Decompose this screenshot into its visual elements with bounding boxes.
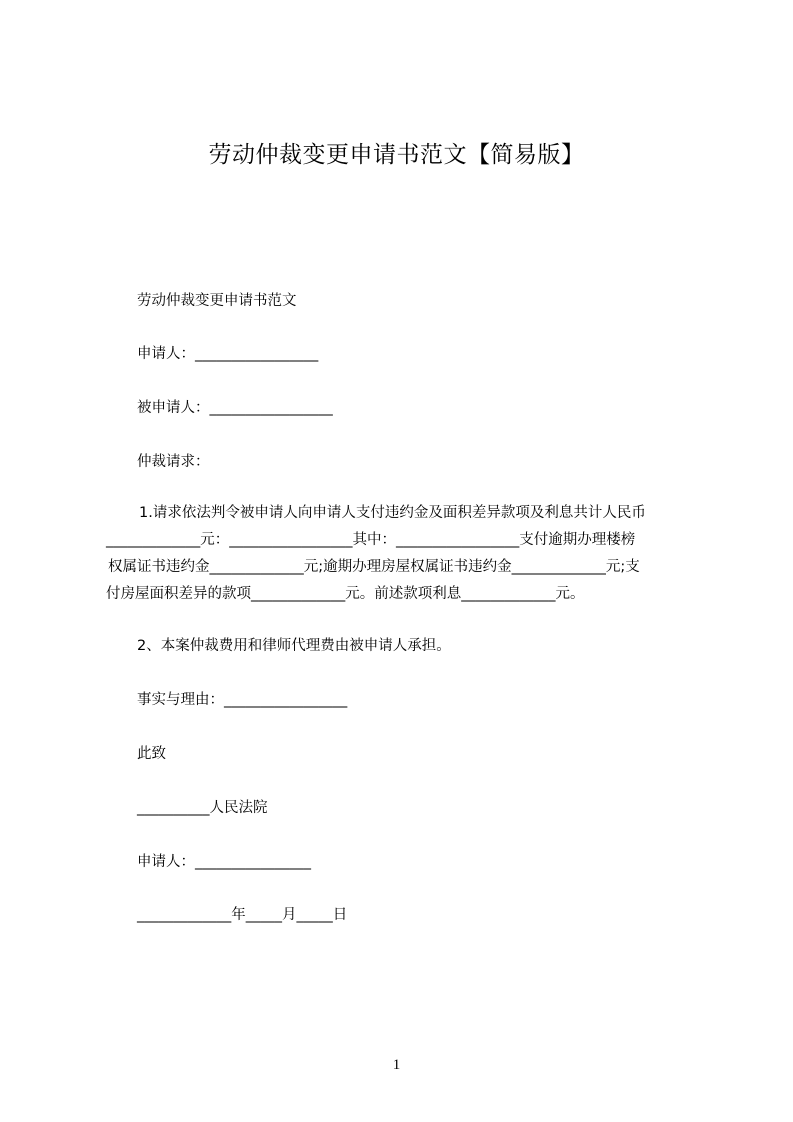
document-subtitle: 劳动仲裁变更申请书范文 [137,293,297,309]
applicant-line: 申请人：_________________ [137,346,319,362]
claim-1-paragraph [106,500,696,608]
claim-1-line-4: 付房屋面积差异的款项_____________元。前述款项利息_____________元。 [106,586,585,602]
signature-line: 申请人：________________ [137,854,311,870]
respondent-line: 被申请人：_________________ [137,400,333,416]
document-title: 劳动仲裁变更申请书范文【简易版】 [208,142,585,168]
date-line: _____________年_____月_____日 [137,907,348,923]
claim-1-line-2: _____________元：_________________其中：_________________支付逾期办理楼榜 [106,532,636,548]
salutation-line: 此致 [137,746,166,762]
claim-1-line-1: 1.请求依法判令被申请人向申请人支付违约金及面积差异款项及利息共计人民币 [139,505,646,521]
facts-line: 事实与理由：_________________ [137,692,348,708]
page-number: 1 [392,1057,401,1073]
claim-1-line-3: 权属证书违约金_____________元;逾期办理房屋权属证书违约金_____________元;支 [108,559,640,575]
court-line: __________人民法院 [137,800,268,816]
claim-2-line: 2、本案仲裁费用和律师代理费由被申请人承担。 [137,638,451,654]
claims-heading: 仲裁请求： [137,454,210,470]
